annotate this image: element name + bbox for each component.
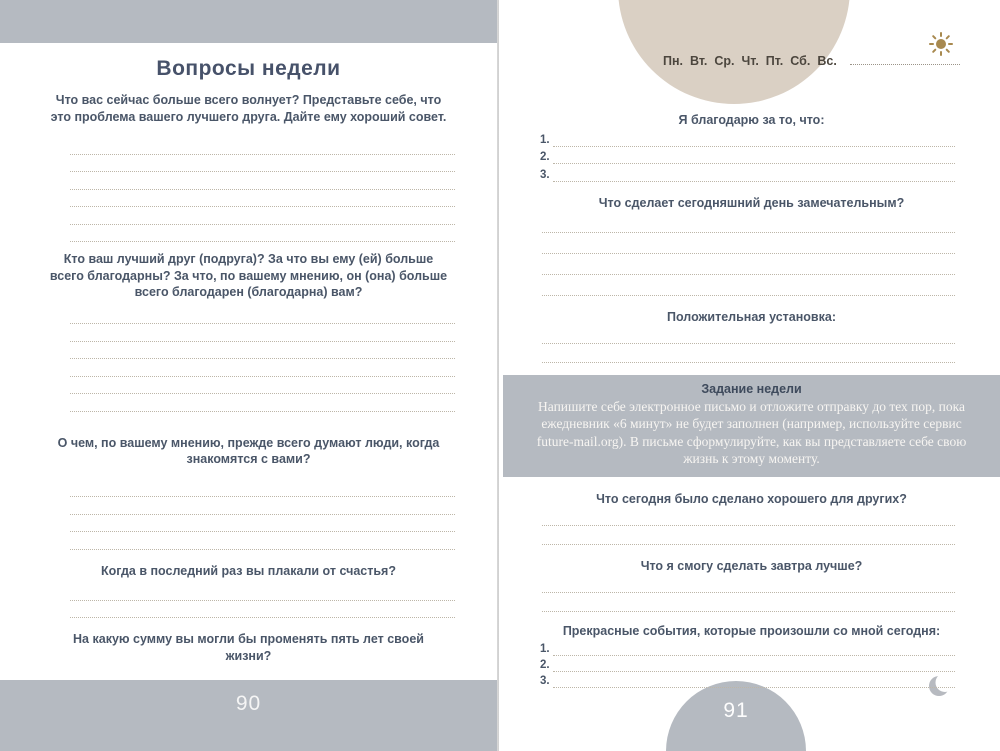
writing-line[interactable] [542, 344, 955, 363]
writing-line[interactable] [70, 601, 455, 619]
list-number: 3. [540, 674, 550, 687]
question-5: На какую сумму вы могли бы променять пять лет своей жизни? [73, 632, 424, 663]
page-number-right: 91 [723, 699, 749, 722]
page-number-left: 90 [235, 692, 262, 715]
better-tomorrow-heading: Что я смогу сделать завтра лучше? [640, 558, 863, 573]
page-title: Вопросы недели [156, 57, 341, 80]
gratitude-item-1 [540, 129, 955, 147]
weekly-task-box [503, 375, 1000, 477]
writing-line[interactable] [70, 172, 455, 190]
writing-line[interactable] [553, 655, 955, 656]
writing-line[interactable] [553, 181, 955, 182]
writing-line[interactable] [542, 275, 955, 296]
list-number: 1. [540, 642, 550, 655]
weekday-sun[interactable]: Вс. [817, 54, 837, 68]
writing-line[interactable] [542, 326, 955, 345]
good-deeds-heading: Что сегодня было сделано хорошего для других? [596, 491, 907, 506]
writing-line[interactable] [542, 508, 955, 527]
list-number: 2. [540, 658, 550, 671]
weekday-selector[interactable] [663, 54, 960, 68]
writing-line[interactable] [70, 155, 455, 173]
writing-line[interactable] [542, 233, 955, 254]
answer-lines-2 [70, 307, 455, 412]
writing-line[interactable] [70, 377, 455, 395]
writing-line[interactable] [542, 575, 955, 594]
question-2: Кто ваш лучший друг (подруга)? За что вы ему (ей) больше всего благодарны? За что, по вашему мнению, он (она) больше всего благодарен (благодарна) вам? [49, 252, 448, 299]
page-gutter [497, 0, 499, 751]
writing-line[interactable] [70, 394, 455, 412]
writing-line[interactable] [542, 212, 955, 233]
answer-lines-3 [70, 480, 455, 550]
writing-line[interactable] [70, 137, 455, 155]
writing-line[interactable] [70, 359, 455, 377]
writing-line[interactable] [553, 687, 955, 688]
weekday-fri[interactable]: Пт. [765, 54, 784, 68]
gratitude-heading: Я благодарю за то, что: [678, 113, 825, 127]
weekday-sat[interactable]: Сб. [790, 54, 811, 68]
left-page [0, 0, 497, 751]
writing-line[interactable] [70, 190, 455, 208]
weekday-wed[interactable]: Ср. [714, 54, 735, 68]
wonderful-event-1 [540, 640, 955, 656]
writing-line[interactable] [542, 593, 955, 612]
affirmation-heading: Положительная установка: [667, 309, 836, 324]
wonderful-events-heading: Прекрасные события, которые произошли со мной сегодня: [562, 623, 941, 638]
weekly-task-text: Напишите себе электронное письмо и отложите отправку до тех пор, пока ежедневник «6 минут» не будет заполнен (например, используйте сервис future-mail.org). В письме сформулируйте, как вы представляете себе свою жизнь к этому моменту. [536, 398, 967, 466]
writing-line[interactable] [542, 526, 955, 545]
writing-line[interactable] [70, 532, 455, 550]
writing-line[interactable] [542, 254, 955, 275]
gratitude-item-2 [540, 147, 955, 165]
weekday-mon[interactable]: Пн. [663, 54, 684, 68]
top-bar [0, 0, 497, 43]
affirmation-lines [542, 326, 955, 363]
footer-dome [666, 681, 806, 751]
writing-line[interactable] [70, 207, 455, 225]
weekly-task-heading: Задание недели [701, 381, 802, 396]
question-3: О чем, по вашему мнению, прежде всего думают люди, когда знакомятся с вами? [57, 435, 440, 466]
good-deeds-lines [542, 508, 955, 545]
answer-lines-1 [70, 137, 455, 242]
writing-line[interactable] [553, 146, 955, 147]
wonderful-event-3 [540, 672, 955, 688]
writing-line[interactable] [70, 324, 455, 342]
right-page-content [503, 0, 1000, 688]
writing-line[interactable] [70, 307, 455, 325]
writing-line[interactable] [70, 515, 455, 533]
answer-lines-4 [70, 583, 455, 618]
footer-bar [0, 680, 497, 751]
better-tomorrow-lines [542, 575, 955, 612]
question-1: Что вас сейчас больше всего волнует? Представьте себе, что это проблема вашего лучшего друга. Дайте ему хороший совет. [50, 93, 447, 124]
weekday-thu[interactable]: Чт. [741, 54, 759, 68]
gratitude-item-3 [540, 164, 955, 182]
weekday-tue[interactable]: Вт. [690, 54, 708, 68]
list-number: 1. [540, 133, 550, 146]
question-4: Когда в последний раз вы плакали от счастья? [101, 563, 396, 578]
list-number: 2. [540, 151, 550, 163]
great-day-heading: Что сделает сегодняшний день замечательным? [598, 195, 905, 210]
writing-line[interactable] [70, 225, 455, 243]
great-day-lines [542, 212, 955, 296]
writing-line[interactable] [70, 497, 455, 515]
list-number: 3. [540, 168, 550, 181]
writing-line[interactable] [70, 583, 455, 601]
writing-line[interactable] [553, 671, 955, 672]
date-line[interactable] [850, 64, 960, 65]
writing-line[interactable] [70, 342, 455, 360]
right-page [503, 0, 1000, 751]
wonderful-event-2 [540, 656, 955, 672]
writing-line[interactable] [70, 480, 455, 498]
writing-line[interactable] [553, 163, 955, 164]
